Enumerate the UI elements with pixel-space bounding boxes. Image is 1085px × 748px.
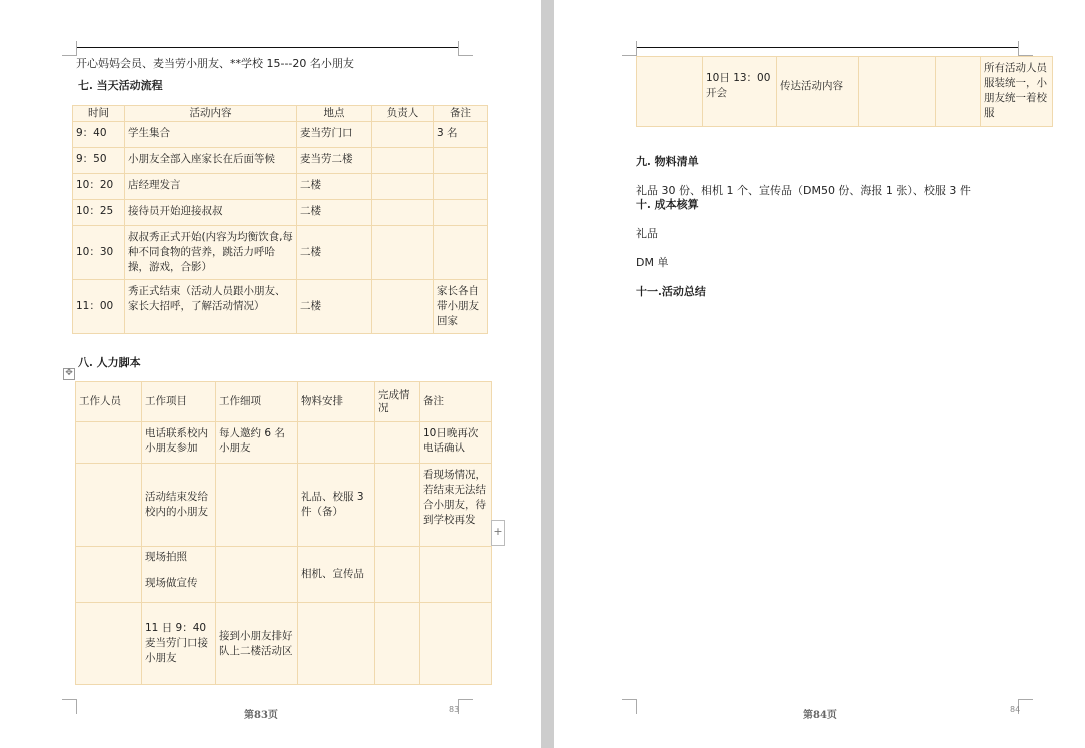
page-number: 83 xyxy=(449,705,460,714)
table-cell[interactable] xyxy=(859,57,936,127)
table-cell[interactable] xyxy=(434,174,488,200)
table-cell[interactable] xyxy=(298,603,375,685)
column-header: 备注 xyxy=(434,106,488,122)
table-cell[interactable] xyxy=(216,547,298,603)
table-cell[interactable]: 11：00 xyxy=(73,280,125,334)
margin-mark-bl xyxy=(622,699,637,714)
table-cell[interactable] xyxy=(375,603,420,685)
table-row xyxy=(73,200,488,226)
table-cell[interactable] xyxy=(375,547,420,603)
table-header-row xyxy=(76,382,492,422)
table-cell[interactable] xyxy=(372,174,434,200)
materials-line: 礼品 30 份、相机 1 个、宣传品（DM50 份、海报 1 张）、校服 3 件 xyxy=(636,184,971,197)
plus-icon[interactable]: + xyxy=(491,520,505,546)
page-gutter xyxy=(541,0,554,748)
table-cell[interactable] xyxy=(372,280,434,334)
staffing-table[interactable] xyxy=(75,381,492,685)
column-header: 地点 xyxy=(297,106,372,122)
table-cell[interactable] xyxy=(375,464,420,547)
table-row xyxy=(637,57,1053,127)
table-cell[interactable]: 相机、宣传品 xyxy=(298,547,375,603)
table-cell[interactable]: 10：20 xyxy=(73,174,125,200)
page-footer: 第84页 xyxy=(803,710,837,721)
table-cell[interactable]: 11 日 9：40麦当劳门口接小朋友 xyxy=(142,603,216,685)
table-cell[interactable] xyxy=(420,603,492,685)
table-cell[interactable]: 电话联系校内小朋友参加 xyxy=(142,422,216,464)
table-cell[interactable] xyxy=(76,422,142,464)
table-row xyxy=(73,226,488,280)
table-cell[interactable]: 现场拍照 现场做宣传 xyxy=(142,547,216,603)
table-cell[interactable] xyxy=(372,226,434,280)
table-cell[interactable]: 二楼 xyxy=(297,200,372,226)
table-cell[interactable]: 小朋友全部入座家长在后面等候 xyxy=(125,148,297,174)
column-header: 物料安排 xyxy=(298,382,375,422)
column-header: 工作细项 xyxy=(216,382,298,422)
table-cell[interactable] xyxy=(216,464,298,547)
table-cell[interactable]: 礼品、校服 3 件（备） xyxy=(298,464,375,547)
staffing-table-continued[interactable] xyxy=(636,56,1053,127)
table-cell[interactable] xyxy=(375,422,420,464)
table-cell[interactable]: 二楼 xyxy=(297,174,372,200)
table-row xyxy=(76,464,492,547)
table-cell[interactable] xyxy=(298,422,375,464)
table-cell[interactable] xyxy=(434,148,488,174)
table-cell[interactable]: 店经理发言 xyxy=(125,174,297,200)
table-cell[interactable]: 看现场情况，若结束无法结合小朋友，待到学校再发 xyxy=(420,464,492,547)
margin-mark-tr xyxy=(458,41,473,56)
table-cell[interactable]: 10：30 xyxy=(73,226,125,280)
document-page-84 xyxy=(554,0,1085,748)
section-7-heading: 七. 当天活动流程 xyxy=(78,79,163,92)
table-cell[interactable]: 10日 13：00开会 xyxy=(703,57,777,127)
table-cell[interactable] xyxy=(76,603,142,685)
table-cell[interactable]: 9：50 xyxy=(73,148,125,174)
table-cell[interactable]: 9：40 xyxy=(73,122,125,148)
table-row xyxy=(76,603,492,685)
document-page-83 xyxy=(0,0,541,748)
table-row xyxy=(76,547,492,603)
table-cell[interactable]: 二楼 xyxy=(297,280,372,334)
cost-item: DM 单 xyxy=(636,256,669,269)
margin-mark-bl xyxy=(62,699,77,714)
margin-mark-br xyxy=(458,699,473,714)
page-number: 84 xyxy=(1010,705,1021,714)
table-cell[interactable]: 秀正式结束（活动人员跟小朋友、家长大招呼，了解活动情况） xyxy=(125,280,297,334)
margin-mark-tl xyxy=(622,41,637,56)
table-cell[interactable] xyxy=(372,200,434,226)
table-cell[interactable]: 10：25 xyxy=(73,200,125,226)
table-cell[interactable]: 叔叔秀正式开始(内容为均衡饮食,每种不同食物的营养，跳活力呼哈操，游戏，合影） xyxy=(125,226,297,280)
section-10-heading: 十. 成本核算 xyxy=(636,198,699,211)
table-header-row xyxy=(73,106,488,122)
table-cell[interactable] xyxy=(434,226,488,280)
table-row xyxy=(73,280,488,334)
column-header: 完成情况 xyxy=(375,382,420,422)
table-cell[interactable]: 活动结束发给校内的小朋友 xyxy=(142,464,216,547)
section-8-heading: 八. 人力脚本 xyxy=(78,356,141,369)
table-cell[interactable]: 所有活动人员服装统一，小朋友统一着校服 xyxy=(981,57,1053,127)
cost-item: 礼品 xyxy=(636,227,658,240)
header-rule xyxy=(76,47,458,48)
table-cell[interactable]: 每人邀约 6 名小朋友 xyxy=(216,422,298,464)
margin-mark-tr xyxy=(1018,41,1033,56)
move-icon[interactable]: ✥ xyxy=(63,368,75,380)
column-header: 工作项目 xyxy=(142,382,216,422)
table-cell[interactable] xyxy=(420,547,492,603)
intro-line: 开心妈妈会员、麦当劳小朋友、**学校 15---20 名小朋友 xyxy=(76,57,354,70)
table-cell[interactable] xyxy=(637,57,703,127)
table-cell[interactable] xyxy=(936,57,981,127)
table-cell[interactable] xyxy=(372,122,434,148)
page-footer: 第83页 xyxy=(244,710,278,721)
table-cell[interactable]: 10日晚再次电话确认 xyxy=(420,422,492,464)
section-9-heading: 九. 物料清单 xyxy=(636,155,699,168)
table-cell[interactable]: 麦当劳门口 xyxy=(297,122,372,148)
table-cell[interactable] xyxy=(76,547,142,603)
table-cell[interactable]: 家长各自带小朋友回家 xyxy=(434,280,488,334)
table-cell[interactable]: 麦当劳二楼 xyxy=(297,148,372,174)
header-rule xyxy=(636,47,1018,48)
table-row xyxy=(76,422,492,464)
column-header: 工作人员 xyxy=(76,382,142,422)
column-header: 负责人 xyxy=(372,106,434,122)
table-cell[interactable]: 接待员开始迎接叔叔 xyxy=(125,200,297,226)
table-cell[interactable] xyxy=(434,200,488,226)
margin-mark-br xyxy=(1018,699,1033,714)
column-header: 时间 xyxy=(73,106,125,122)
column-header: 备注 xyxy=(420,382,492,422)
table-row xyxy=(73,122,488,148)
activity-flow-table[interactable] xyxy=(72,105,488,334)
section-11-heading: 十一.活动总结 xyxy=(636,285,706,298)
table-cell[interactable]: 学生集合 xyxy=(125,122,297,148)
column-header: 活动内容 xyxy=(125,106,297,122)
table-row xyxy=(73,174,488,200)
table-cell[interactable] xyxy=(76,464,142,547)
table-cell[interactable] xyxy=(372,148,434,174)
table-cell[interactable]: 接到小朋友排好队上二楼活动区 xyxy=(216,603,298,685)
table-row xyxy=(73,148,488,174)
margin-mark-tl xyxy=(62,41,77,56)
table-cell[interactable]: 3 名 xyxy=(434,122,488,148)
table-cell[interactable]: 二楼 xyxy=(297,226,372,280)
table-cell[interactable]: 传达活动内容 xyxy=(777,57,859,127)
